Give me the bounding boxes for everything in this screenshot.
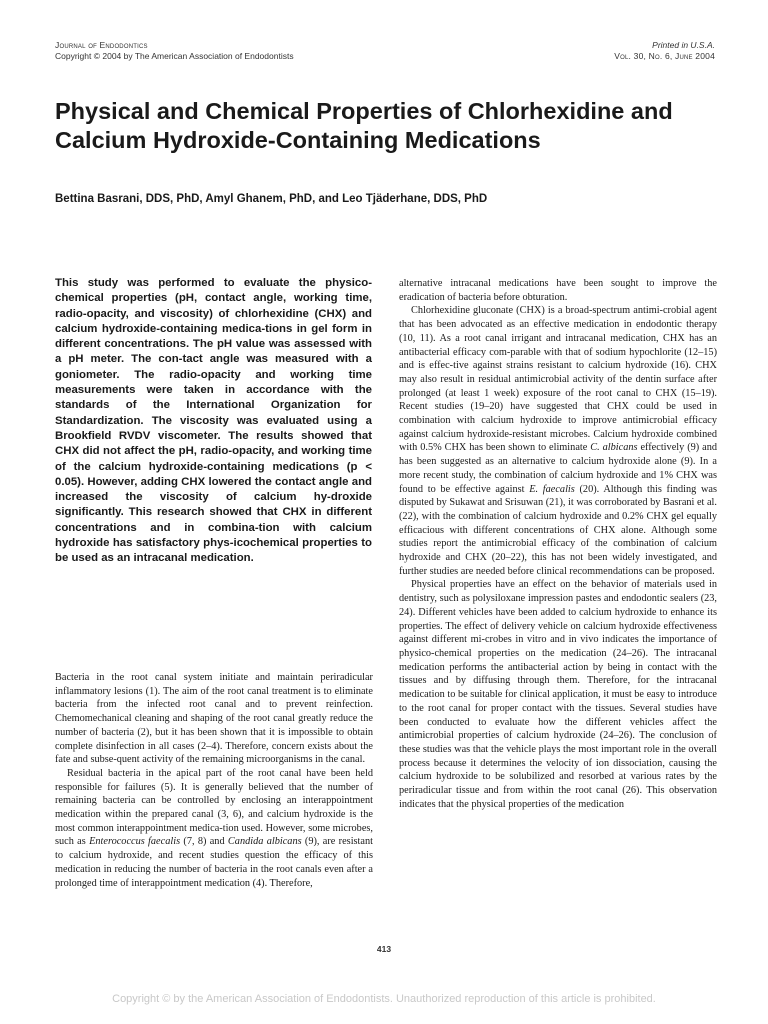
author-list: Bettina Basrani, DDS, PhD, Amyl Ghanem, PhD, and Leo Tjäderhane, DDS, PhD xyxy=(55,193,488,205)
printed-in: Printed in U.S.A. xyxy=(652,40,715,50)
paragraph-residual-bacteria: Residual bacteria in the apical part of the root canal have been held responsible for failures (5). It is generally believed that the number of remaining bacteria can be controlled by enclosing an interappointment medication within the prepared canal (3, 6), and calcium hydroxide is the most common interappointment medica-tion used. However, some microbes, such as Enterococcus faecalis (7, 8) and Candida albicans (9), are resistant to calcium hydroxide, and recent studies question the efficacy of this medication in reducing the number of bacteria in the root canals even after a prolonged time of interappointment medication (4). Therefore, xyxy=(55,767,373,889)
copyright-line: Copyright © 2004 by The American Association of Endodontists xyxy=(55,51,294,61)
paragraph-physical-properties: Physical properties have an effect on the behavior of materials used in dentistry, such as polysiloxane impression pastes and endodontic sealers (23, 24). Different vehicles have been added to calcium hydroxide to enhance its properties. The effect of delivery vehicle on calcium hydroxide effectiveness against different mi-crobes in vitro and in vivo indicates the importance of physico-chemical properties on the medication (24–26). The intracanal medication performs the antibacterial action by being in contact with the tissues and by diffusing through them. Therefore, for the intracanal medication to be suitable for clinical application, it must be easy to introduce to the root canal for proper contact with the tissues. Several studies have been conducted to evaluate how the different vehicles affect the antimicrobial properties of calcium hydroxide (24–26). The conclusion of these studies was that the vehicle plays the most important role in the overall process because it determines the velocity of ion dissociation, causing the calcium hydroxide to be solubilized and resorbed at various rates by the periradicular tissue and from within the root canal (26). This observation indicates that the physical properties of the medication xyxy=(399,579,717,810)
header-right xyxy=(614,40,715,62)
page-number: 413 xyxy=(376,944,392,954)
paragraph-alternative-medications: alternative intracanal medications have been sought to improve the eradication of bacteria before obturation. xyxy=(399,278,717,303)
volume-info: Vol. 30, No. 6, June 2004 xyxy=(614,51,715,61)
body-column-right xyxy=(399,277,717,811)
article-title: Physical and Chemical Properties of Chlorhexidine and Calcium Hydroxide-Containing Medications xyxy=(55,98,673,153)
paragraph-chlorhexidine: Chlorhexidine gluconate (CHX) is a broad-spectrum antimi-crobial agent that has been advocated as an effective medication in endodontic therapy (10, 11). As a root canal irrigant and intracanal medication, CHX has an antibacterial efficacy com-parable with that of sodium hypochlorite (12–15) and is effec-tive against strains resistant to calcium hydroxide (16). CHX may also result in residual antimicrobial activity of the dentin surface after prolonged (at least 1 week) exposure of the root canal to CHX (15–19). Recent studies (19–20) have suggested that CHX could be used in combination with calcium hydroxide to improve antimicrobial efficacy against calcium hydroxide-resistant microbes. Calcium hydroxide combined with 0.5% CHX has been shown to eliminate C. albicans effectively (9) and has been suggested as an alternative to calcium hydroxide alone (9). In a more recent study, the combination of calcium hydroxide and 1% CHX was found to be effective against E. faecalis (20). Although this finding was disputed by Sukawat and Srisuwan (21), it was corroborated by Basrani et al. (22), with the combination of calcium hydroxide and 0.2% CHX gel equally efficacious with different concentrations of CHX alone. Although some studies report the antimicrobial efficacy of the combination of calcium hydroxide and CHX (20–22), this has not been widely investigated, and further studies are needed before clinical recommendations can be proposed. xyxy=(399,305,717,577)
journal-name: Journal of Endodontics xyxy=(55,40,148,50)
header-left xyxy=(55,40,294,62)
abstract: This study was performed to evaluate the physico-chemical properties (pH, contact angle, working time, radio-opacity, and viscosity) of chlorhexidine (CHX) and calcium hydroxide-containing medica-tions in gel form in different concentrations. The pH value was assessed with a pH meter. The con-tact angle was measured with a goniometer. The radio-opacity and working time measurements were taken in accordance with the standards of the International Organization for Standardization. The viscosity was evaluated using a Brookfield RVDV viscometer. The results showed that CHX did not affect the pH, radio-opacity, and working time of the calcium hydroxide-containing medications (p < 0.05). However, adding CHX lowered the contact angle and increased the viscosity of calcium hy-droxide significantly. This research showed that CHX in different concentrations and in combina-tion with calcium hydroxide has satisfactory phys-icochemical properties to be used as an intracanal medication. xyxy=(55,277,372,565)
journal-header xyxy=(55,40,715,64)
copyright-footer: Copyright © by the American Association of Endodontists. Unauthorized reproduction of this article is prohibited. xyxy=(112,993,656,1005)
paragraph-intro: Bacteria in the root canal system initiate and maintain periradicular inflammatory lesions (1). The aim of the root canal treatment is to eliminate bacteria from the infected root canal and to prevent reinfection. Chemomechanical cleaning and shaping of the root canal greatly reduce the number of bacteria (2), but it has been shown that it is impossible to obtain complete disinfection in all cases (2–4). Therefore, concern exists about the fate and subse-quent activity of the remaining microorganisms in the canal. xyxy=(55,672,373,766)
body-column-left xyxy=(55,671,373,890)
